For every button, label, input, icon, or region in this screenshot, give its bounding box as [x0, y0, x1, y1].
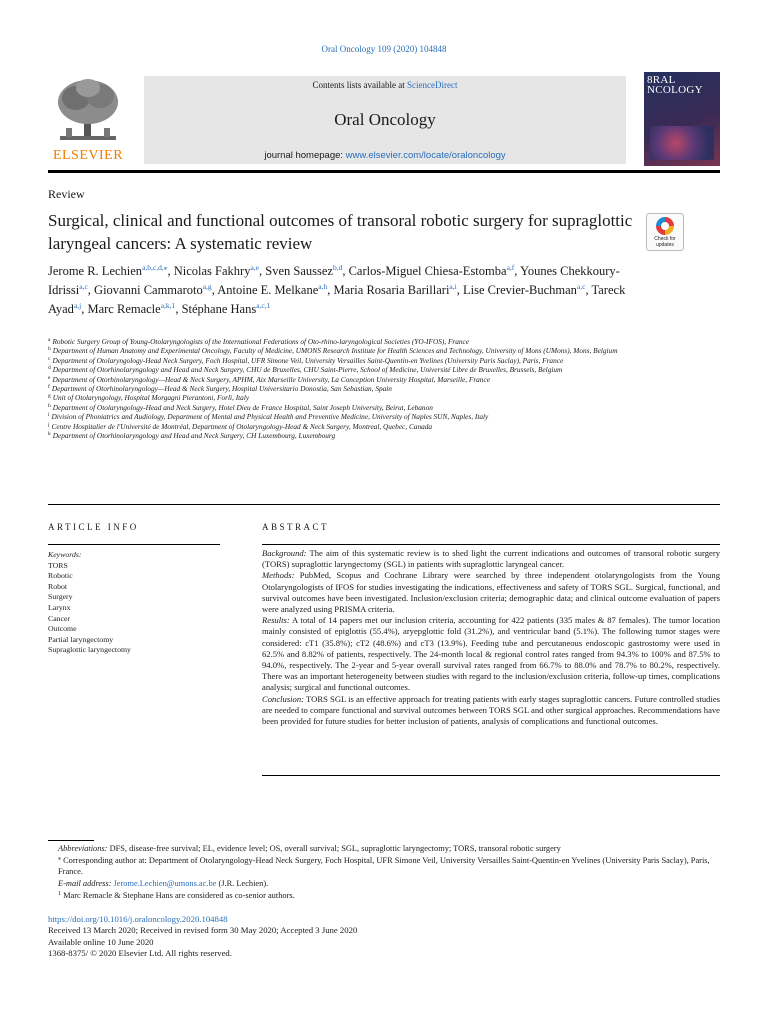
- author: [182, 302, 271, 316]
- keywords-label: Keywords:: [48, 550, 82, 559]
- author: [87, 302, 175, 316]
- article-type: Review: [48, 187, 85, 201]
- affiliation-text: Robotic Surgery Group of Young-Otolaryngologists of the International Federations of Oto-rhino-laryngological Societies (YO-IFOS), France: [52, 337, 470, 346]
- author-name: Marc Remacle: [87, 302, 161, 316]
- affiliation: [48, 346, 638, 355]
- affiliation-list: [48, 337, 638, 440]
- keyword: Surgery: [48, 592, 73, 602]
- author-name: Sven Saussez: [265, 264, 333, 278]
- crossmark-label: Check for updates: [654, 236, 676, 248]
- keywords-list: [48, 550, 220, 656]
- abstract-section-label: Methods:: [262, 570, 295, 581]
- affiliation: [48, 375, 638, 384]
- author-affiliation-marks[interactable]: a,e: [250, 263, 260, 272]
- author-name: Carlos-Miguel Chiesa-Estomba: [348, 264, 507, 278]
- author-name: Antoine E. Melkane: [217, 283, 319, 297]
- author-list: [48, 262, 648, 319]
- corresponding-author-note: ⁎ Corresponding author at: Department of Otolaryngology-Head Neck Surgery, Foch Hospital, UFR Simone Veil, University Versailles Saint-Quentin-en Yvelines (University Paris Saclay), Paris, France.: [58, 856, 710, 877]
- affiliation-key: b: [48, 346, 51, 353]
- affiliation-text: Department of Otolaryngology-Head Neck Surgery, Foch Hospital, UFR Simone Veil, University Versailles Saint-Quentin-en Yvelines (University Paris Saclay), Paris, France: [52, 355, 564, 365]
- abstract-section-label: Conclusion:: [262, 693, 305, 704]
- article-info-heading: ARTICLE INFO: [48, 522, 139, 532]
- journal-header: [48, 72, 720, 168]
- abstract-section-label: Results:: [262, 615, 290, 626]
- abstract-section-text: PubMed, Scopus and Cochrane Library were searched by three independent otolaryngologists from the Young Otolaryngologists of IFOS for studies investigating the indications, effectiveness and safety of TORS SGL. Surgical, functional, and survival outcomes have been investigated. Inclusion/exclusion criteria; demographic data; and clinical outcome evaluation of papers were analyzed using PRISMA criteria.: [262, 570, 720, 615]
- affiliation: [48, 431, 638, 440]
- author: [48, 264, 167, 278]
- check-for-updates-button[interactable]: [646, 213, 684, 251]
- journal-cover-image: [644, 72, 720, 166]
- co-senior-note: $^1$ Marc Remacle & Stephane Hans are considered as co-senior authors.: [58, 890, 295, 900]
- abstract-section: [262, 694, 720, 728]
- abstract-section: [262, 570, 720, 615]
- crossmark-icon: [656, 217, 674, 235]
- footnotes: [48, 843, 720, 901]
- affiliation-text: Department of Human Anatomy and Experimental Oncology, Faculty of Medicine, UMONS Research Institute for Health Sciences and Technology, University of Mons (UMons), Mons, Belgium: [52, 346, 618, 356]
- author: [349, 264, 515, 278]
- author-affiliation-marks[interactable]: a,b,c,d,⁎: [142, 263, 168, 272]
- abstract-section-text: A total of 14 papers met our inclusion criteria, accounting for 422 patients (335 males & 87 females). The tumor location mainly consisted of epiglottis (55.4%), aryepglottic fold (31.2%), and ventricular band (5.1%). The following tumor stages were considered: cT1 (35.8%); cT2 (48.6%) and cT3 (13.9%). Feeding tube and percutaneous endoscopic gastrostomy were used in 62.5% and 8.82% of patients, respectively. The 24-month local & regional control rates ranged from 94.3% to 100% and 87.5% to 94.0%, respectively. The 2-year and 5-year overall survival rates ranged from 66.7% to 88.0% and 78.7% to 80.2%, respectively. There was an important heterogeneity between studies with regard to the inclusion/exclusion criteria, follow-up times, complications analysis; surgical and functional outcomes.: [262, 615, 720, 693]
- affiliation-text: Department of Otorhinolaryngology and Head and Neck Surgery, CH Luxembourg, Luxembourg: [52, 431, 336, 441]
- affiliation-key: i: [48, 412, 50, 419]
- author-affiliation-marks[interactable]: a,i: [449, 282, 457, 291]
- affiliation-key: d: [48, 365, 51, 372]
- author-name: Maria Rosaria Barillari: [333, 283, 450, 297]
- keyword: Robot: [48, 581, 68, 591]
- author-affiliation-marks[interactable]: a,k,1: [160, 301, 176, 310]
- elsevier-logo: [48, 76, 128, 166]
- author-name: Nicolas Fakhry: [173, 264, 251, 278]
- abstract-section: [262, 548, 720, 570]
- author-name: Giovanni Cammaroto: [94, 283, 203, 297]
- author: [174, 264, 259, 278]
- author-affiliation-marks[interactable]: a,c: [576, 282, 586, 291]
- author-name: Tareck Ayad: [48, 283, 626, 316]
- affiliation-key: h: [48, 402, 51, 409]
- affiliation-text: Department of Otorhinolaryngology—Head & Neck Surgery, APHM, Aix Marseille University, La Conception University Hospital, Marseille, France: [52, 374, 490, 384]
- abbreviations-note: Abbreviations: DFS, disease-free survival; EL, evidence level; OS, overall survival; SGL, supraglottic laryngectomy; TORS, transoral robotic surgery: [58, 844, 561, 853]
- keyword: Outcome: [48, 624, 77, 634]
- homepage-line: journal homepage: www.elsevier.com/locate/oraloncology: [264, 150, 506, 161]
- journal-homepage-link[interactable]: www.elsevier.com/locate/oraloncology: [345, 150, 506, 161]
- author-separator: ,: [87, 283, 95, 297]
- author-separator: ,: [211, 283, 218, 297]
- keyword: Partial laryngectomy: [48, 634, 114, 644]
- author-affiliation-marks[interactable]: a,g: [202, 282, 212, 291]
- keyword: Supraglottic laryngectomy: [48, 645, 131, 655]
- author-name: Stéphane Hans: [181, 302, 257, 316]
- abstract-body: [262, 548, 720, 727]
- author-affiliation-marks[interactable]: a,h: [318, 282, 328, 291]
- header-divider: [48, 170, 720, 173]
- elsevier-tree-icon: [48, 76, 128, 148]
- author-affiliation-marks[interactable]: b,d: [332, 263, 343, 272]
- abstract-heading: ABSTRACT: [262, 522, 330, 532]
- affiliation-text: Division of Phoniatrics and Audiology, Department of Mental and Physical Health and Preventive Medicine, University of Naples SUN, Naples, Italy: [51, 412, 489, 422]
- author-affiliation-marks[interactable]: a,c: [79, 282, 88, 291]
- author-separator: ,: [259, 264, 266, 278]
- article-title: Surgical, clinical and functional outcomes of transoral robotic surgery for supraglottic laryngeal cancers: A systematic review: [48, 211, 633, 253]
- affiliation-text: Department of Otorhinolaryngology and Head and Neck Surgery, CHU de Bruxelles, CHU Saint-Pierre, School of Medicine, Université Libre de Bruxelles, Brussels, Belgium: [52, 365, 563, 375]
- affiliation-key: e: [48, 374, 51, 381]
- publication-info: [48, 914, 720, 960]
- author-separator: ,: [456, 283, 463, 297]
- abstract-section-label: Background:: [262, 548, 307, 558]
- affiliation: [48, 365, 638, 374]
- author-separator: ,: [514, 264, 521, 278]
- email-note: E-mail address: Jerome.Lechien@umons.ac.be (J.R. Lechien).: [58, 878, 269, 888]
- affiliation-key: a: [48, 337, 51, 343]
- affiliation-text: Department of Otolaryngology-Head and Neck Surgery, Hotel Dieu de France Hospital, Saint Joseph University, Beirut, Lebanon: [52, 402, 433, 412]
- keyword: Larynx: [48, 602, 71, 612]
- journal-citation-link[interactable]: Oral Oncology 109 (2020) 104848: [321, 44, 447, 54]
- cover-artwork: [650, 126, 714, 160]
- abstract-end-divider: [262, 775, 720, 776]
- affiliation-key: f: [48, 384, 50, 391]
- abstract-section-text: The aim of this systematic review is to shed light the current indications and outcomes of transoral robotic surgery (TORS) supraglottic laryngectomy (SGL) in patients with supraglottic laryngeal cancer.: [262, 548, 720, 570]
- author-separator: ,: [175, 302, 182, 316]
- contents-line: Contents lists available at ScienceDirect: [312, 80, 458, 90]
- author-name: Jerome R. Lechien: [48, 264, 143, 278]
- abstract-divider: [262, 544, 720, 545]
- affiliation: [48, 393, 638, 402]
- affiliation-text: Department of Otorhinolaryngology—Head & Neck Surgery, Hospital Universitario Donostia, San Sebastian, Spain: [51, 384, 392, 394]
- footnote-divider: [48, 840, 94, 841]
- abstract-section: [262, 615, 720, 693]
- received-dates: Received 13 March 2020; Received in revised form 30 May 2020; Accepted 3 June 2020: [48, 925, 358, 936]
- author: [94, 283, 212, 297]
- available-online-date: Available online 10 June 2020: [48, 936, 154, 947]
- journal-banner: [144, 76, 626, 164]
- affiliation: [48, 412, 638, 421]
- affiliation: [48, 337, 638, 346]
- affiliation: [48, 403, 638, 412]
- author: [217, 283, 327, 297]
- author-email-link[interactable]: Jerome.Lechien@umons.ac.be: [113, 878, 217, 888]
- author-affiliation-marks[interactable]: a,f: [506, 263, 515, 272]
- affiliation-text: Unit of Otolaryngology, Hospital Morgagni Pierantoni, Forlì, Italy: [52, 393, 250, 403]
- author-affiliation-marks[interactable]: a,j: [73, 301, 82, 310]
- author-separator: ,: [81, 302, 88, 316]
- copyright-line: 1368-8375/ © 2020 Elsevier Ltd. All rights reserved.: [48, 948, 232, 959]
- affiliation-key: k: [48, 431, 51, 438]
- author-separator: ,: [585, 283, 592, 297]
- affiliation-key: j: [48, 421, 50, 428]
- doi-link[interactable]: https://doi.org/10.1016/j.oraloncology.2020.104848: [48, 914, 228, 924]
- author-separator: ,: [342, 264, 349, 278]
- affiliation-key: c: [48, 355, 51, 362]
- author-separator: ,: [327, 283, 334, 297]
- sciencedirect-link[interactable]: ScienceDirect: [407, 80, 458, 90]
- affiliation-key: g: [48, 393, 51, 400]
- article-info-divider: [48, 544, 220, 545]
- author: [333, 283, 456, 297]
- journal-name: Oral Oncology: [334, 110, 436, 129]
- section-divider: [48, 504, 720, 505]
- affiliation: [48, 422, 638, 431]
- keyword: Cancer: [48, 613, 71, 623]
- author-separator: ,: [167, 264, 174, 278]
- author-affiliation-marks[interactable]: a,c,1: [256, 301, 271, 310]
- author: [265, 264, 342, 278]
- affiliation: [48, 356, 638, 365]
- author: [463, 283, 586, 297]
- author-name: Younes Chekkoury-Idrissi: [48, 264, 620, 297]
- abstract-section-text: TORS SGL is an effective approach for treating patients with early stages supraglottic cancers. Future controlled studies are needed to compare functional and survival outcomes between TORS SGL and other surgical approaches. Recommendations have been provided for future studies for better inclusion of patients, analysis of complications and functional outcomes.: [262, 693, 720, 727]
- keyword: Robotic: [48, 571, 73, 581]
- elsevier-wordmark: ELSEVIER: [52, 148, 124, 163]
- affiliation: [48, 384, 638, 393]
- keyword: TORS: [48, 560, 68, 570]
- author-name: Lise Crevier-Buchman: [462, 283, 577, 297]
- cover-title: 8RAL NCOLOGY: [647, 74, 703, 96]
- affiliation-text: Centre Hospitalier de l'Université de Montréal, Department of Otolaryngology-Head & Neck Surgery, Montreal, Quebec, Canada: [51, 421, 433, 431]
